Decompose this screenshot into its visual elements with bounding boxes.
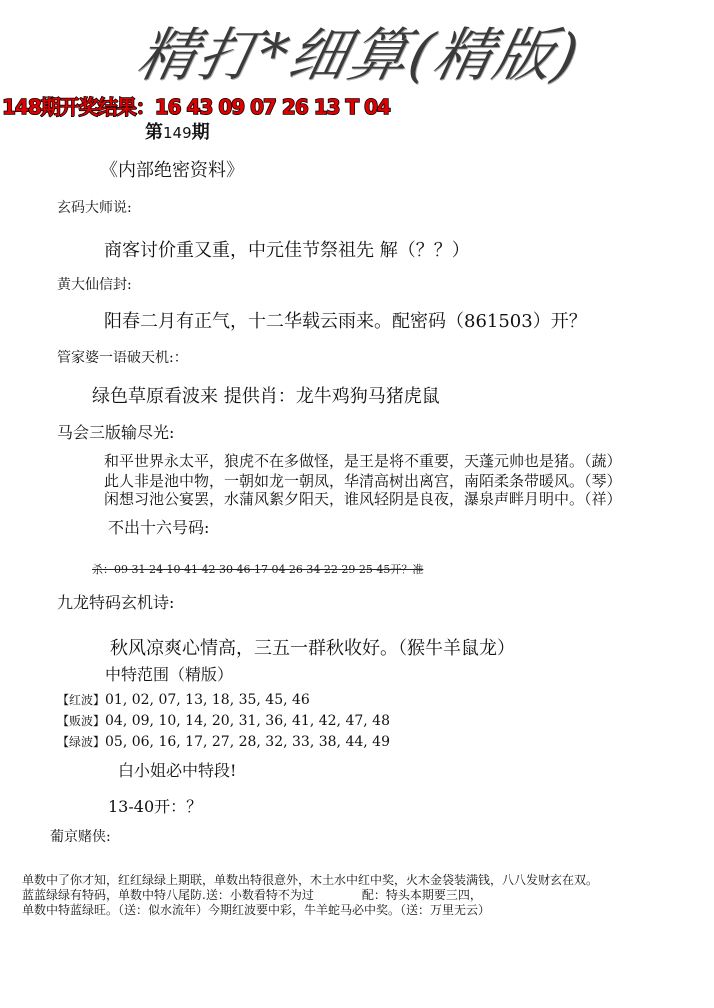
green-wave-numbers: 05, 06, 16, 17, 27, 28, 32, 33, 38, 44, 49: [105, 734, 390, 750]
poem-line: 此人非是池中物，一朝如龙一朝凤，华清高树出离宫，南陌柔条带暖风。（琴）: [104, 472, 622, 490]
guanjia-text: 绿色草原看波来 提供肖：龙牛鸡狗马猪虎鼠: [92, 386, 440, 407]
issue-value: 149: [163, 124, 192, 142]
jiulong-text: 秋风凉爽心情高，三五一群秋收好。（猴牛羊鼠龙）: [110, 638, 515, 659]
guanjia-label: 管家婆一语破天机:：: [57, 350, 188, 366]
red-wave-numbers: 01, 02, 07, 13, 18, 35, 45, 46: [105, 692, 310, 708]
green-wave-tag: 【绿波】: [57, 735, 106, 749]
bai-text: 白小姐必中特段!: [118, 761, 237, 780]
jiulong-label: 九龙特码玄机诗:: [57, 593, 175, 612]
foot-line: 单数中了你才知，红红绿绿上期联，单数出特很意外，木土水中红中奖，火木金袋装满钱，八八发财玄在双。: [22, 873, 599, 887]
huang-label: 黄大仙信封:: [57, 277, 132, 293]
foot-line: 蓝蓝绿绿有特码，单数中特八尾防.送：小数看特不为过 配：特头本期要三四，: [22, 888, 482, 902]
blue-wave-numbers: 04, 09, 10, 14, 20, 31, 36, 41, 42, 47, 48: [105, 713, 390, 729]
no16-label: 不出十六号码:: [108, 518, 210, 537]
issue-number: [145, 118, 210, 144]
kill-numbers: 杀：09 31 24 10 41 42 30 46 17 04 26 34 22 29 25 45开？准: [92, 563, 424, 576]
puxia-label: 葡京赌侠:: [50, 829, 111, 845]
draw-result: 148期开奖结果：16 43 09 07 26 13 T 04: [2, 95, 390, 119]
blue-wave-row: [57, 712, 390, 729]
foot-line: 单数中特蓝绿旺。（送：似水流年）今期红波要中彩，牛羊蛇马必中奖。（送：万里无云）: [22, 903, 491, 917]
range-label: 中特范围（精版）: [105, 665, 234, 684]
issue-suffix: 期: [191, 122, 210, 143]
doc-title: 《内部绝密资料》: [100, 160, 244, 181]
red-wave-tag: 【红波】: [57, 693, 106, 707]
issue-prefix: 第: [145, 122, 163, 143]
huang-text: 阳春二月有正气，十二华载云雨来。配密码（861503）开？: [104, 311, 587, 332]
poem-line: 和平世界永太平，狼虎不在多做怪，是王是将不重要，天蓬元帅也是猪。（蔬）: [104, 452, 622, 470]
mahui-label: 马会三版输尽光:: [57, 423, 175, 442]
xuanma-label: 玄码大师说:: [57, 200, 132, 216]
xuanma-text: 商客讨价重又重，中元佳节祭祖先 解（？？）: [104, 240, 470, 261]
range-open: 13-40开：？: [108, 797, 203, 816]
title-calligraphy: 精打*细算(精版): [131, 21, 587, 89]
poem-line: 闲想习池公宴罢，水蒲风絮夕阳天，谁风轻阴是良夜，瀑泉声畔月明中。（祥）: [104, 490, 622, 508]
blue-wave-tag: 【贩波】: [57, 714, 106, 728]
red-wave-row: [57, 691, 310, 708]
green-wave-row: [57, 733, 390, 750]
